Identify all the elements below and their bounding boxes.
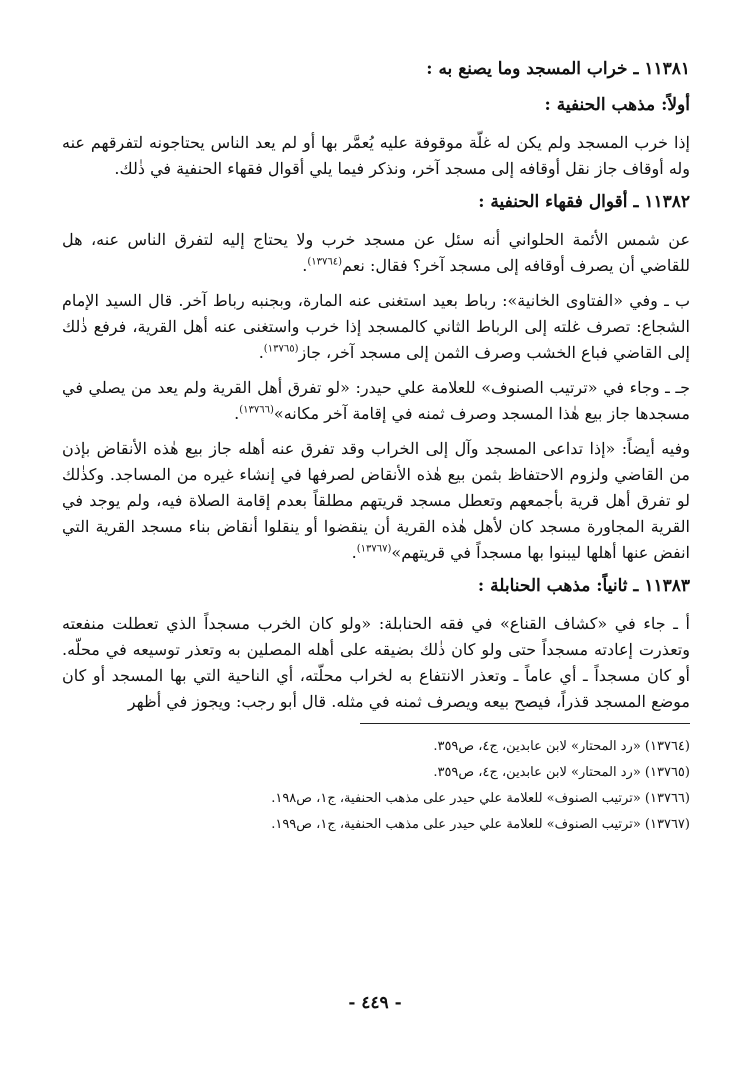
paragraph-khaniyya: ب ـ وفي «الفتاوى الخانية»: رباط بعيد استغنى عنه المارة، وبجنبه رباط آخر. قال السيد الإمام الشجاع: تصرف غلته إلى الرباط الثاني كالمسجد إذا خرب واستغنى عنه أهل القرية، فرفع ذٰلك إلى القاضي فباع الخشب وصرف الثمن إلى مسجد آخر، جاز$^{(١٣٧٦٥)}$. bbox=[62, 291, 691, 362]
page-number: - ٤٤٩ - bbox=[348, 993, 402, 1013]
section-heading-11381: ١١٣٨١ ـ خراب المسجد وما يصنع به : bbox=[426, 59, 690, 79]
footnote-ref-13766: (١٣٧٦٦) bbox=[239, 404, 274, 416]
document-page bbox=[62, 58, 690, 838]
paragraph-intro: إذا خرب المسجد ولم يكن له غلّة موقوفة عليه يُعمَّر بها أو لم يعد الناس يحتاجونه لتفرقهم عنه وله أوقاف جاز نقل أوقافه إلى مسجد آخر، ونذكر فيما يلي أقوال فقهاء الحنفية في ذٰلك. bbox=[62, 133, 690, 178]
footnote-ref-13767: (١٣٧٦٧) bbox=[356, 543, 392, 555]
paragraph-kashshaf: أ ـ جاء في «كشاف القناع» في فقه الحنابلة: «ولو كان الخرب مسجداً الذي تعطلت منفعته وتعذرت إعادته مسجداً حتى ولو كان ذٰلك بضيقه على أهله المصلين به وتعذر توسيعه في محلّه. أو كان مسجداً ـ أي عاماً ـ وتعذر الانتفاع به لخراب محلّته، أي الناحية التي بها المسجد أو كان موضع المسجد قذراً، فيصح بيعه ويصرف ثمنه في مثله. قال أبو رجب: ويجوز في أظهر bbox=[62, 614, 691, 711]
footnote-13766: (١٣٧٦٦) «ترتيب الصنوف» للعلامة علي حيدر على مذهب الحنفية، ج١، ص١٩٨. bbox=[271, 791, 690, 806]
footnote-13764: (١٣٧٦٤) «رد المحتار» لابن عابدين، ج٤، ص٣٥٩. bbox=[433, 739, 690, 754]
paragraph-halwani-text: عن شمس الأئمة الحلواني أنه سئل عن مسجد خرب ولا يحتاج إليه لتفرق الناس عنه، هل للقاضي أن يصرف أوقافه إلى مسجد آخر؟ فقال: نعم bbox=[62, 230, 690, 275]
footnote-divider bbox=[360, 723, 690, 724]
paragraph-khaniyya-text: ب ـ وفي «الفتاوى الخانية»: رباط بعيد استغنى عنه المارة، وبجنبه رباط آخر. قال السيد الإمام الشجاع: تصرف غلته إلى الرباط الثاني كالمسجد إذا خرب واستغنى عنه أهل القرية، فرفع ذٰلك إلى القاضي فباع الخشب وصرف الثمن إلى مسجد آخر، جاز bbox=[62, 291, 691, 362]
paragraph-halwani: عن شمس الأئمة الحلواني أنه سئل عن مسجد خرب ولا يحتاج إليه لتفرق الناس عنه، هل للقاضي أن يصرف أوقافه إلى مسجد آخر؟ فقال: نعم$^{(١٣٧٦٤)}$. bbox=[62, 230, 690, 275]
footnote-13765: (١٣٧٦٥) «رد المحتار» لابن عابدين، ج٤، ص٣٥٩. bbox=[433, 765, 690, 780]
paragraph-tartib-text: جـ ـ وجاء في «ترتيب الصنوف» للعلامة علي حيدر: «لو تفرق أهل القرية ولم يعد من يصلي في مسجدها جاز بيع هٰذا المسجد وصرف ثمنه في إقامة آخر مكانه» bbox=[62, 378, 690, 423]
footnote-ref-13764: (١٣٧٦٤) bbox=[307, 256, 343, 268]
section-heading-11382: ١١٣٨٢ ـ أقوال فقهاء الحنفية : bbox=[478, 192, 690, 212]
paragraph-tartib: جـ ـ وجاء في «ترتيب الصنوف» للعلامة علي حيدر: «لو تفرق أهل القرية ولم يعد من يصلي في مسجدها جاز بيع هٰذا المسجد وصرف ثمنه في إقامة آخر مكانه»$^{(١٣٧٦٦)}$. bbox=[62, 378, 690, 423]
subheading-hanafi: أولاً: مذهب الحنفية : bbox=[544, 95, 690, 115]
footnotes bbox=[62, 734, 690, 838]
paragraph-also: وفيه أيضاً: «إذا تداعى المسجد وآل إلى الخراب وقد تفرق عنه أهله جاز بيع هٰذه الأنقاض بإذن من القاضي ولزوم الاحتفاظ بثمن بيع هٰذه الأنقاض لصرفها في إنشاء غيره من المساجد. وكذٰلك لو تفرق أهل قرية بأجمعهم وتعطل مسجد قريتهم مطلقاً بعدم إقامة الصلاة فيه، ولم يوجد في القرية المجاورة مسجد كان لأهل هٰذه القرية أن ينقضوا أو ينقلوا أنقاض بناء مسجد القرية التي انفض عنها أهلها ليبنوا بها مسجداً في قريتهم»$^{(١٣٧٦٧)}$. bbox=[62, 439, 690, 562]
paragraph-also-text: وفيه أيضاً: «إذا تداعى المسجد وآل إلى الخراب وقد تفرق عنه أهله جاز بيع هٰذه الأنقاض بإذن من القاضي ولزوم الاحتفاظ بثمن بيع هٰذه الأنقاض لصرفها في إنشاء غيره من المساجد. وكذٰلك لو تفرق أهل قرية بأجمعهم وتعطل مسجد قريتهم مطلقاً بعدم إقامة الصلاة فيه، ولم يوجد في القرية المجاورة مسجد كان لأهل هٰذه القرية أن ينقضوا أو ينقلوا أنقاض بناء مسجد القرية التي انفض عنها أهلها ليبنوا بها مسجداً في قريتهم» bbox=[62, 439, 690, 562]
footnote-ref-13765: (١٣٧٦٥) bbox=[263, 343, 299, 355]
footnote-13767: (١٣٧٦٧) «ترتيب الصنوف» للعلامة علي حيدر على مذهب الحنفية، ج١، ص١٩٩. bbox=[271, 817, 690, 832]
section-heading-11383: ١١٣٨٣ ـ ثانياً: مذهب الحنابلة : bbox=[477, 576, 690, 596]
